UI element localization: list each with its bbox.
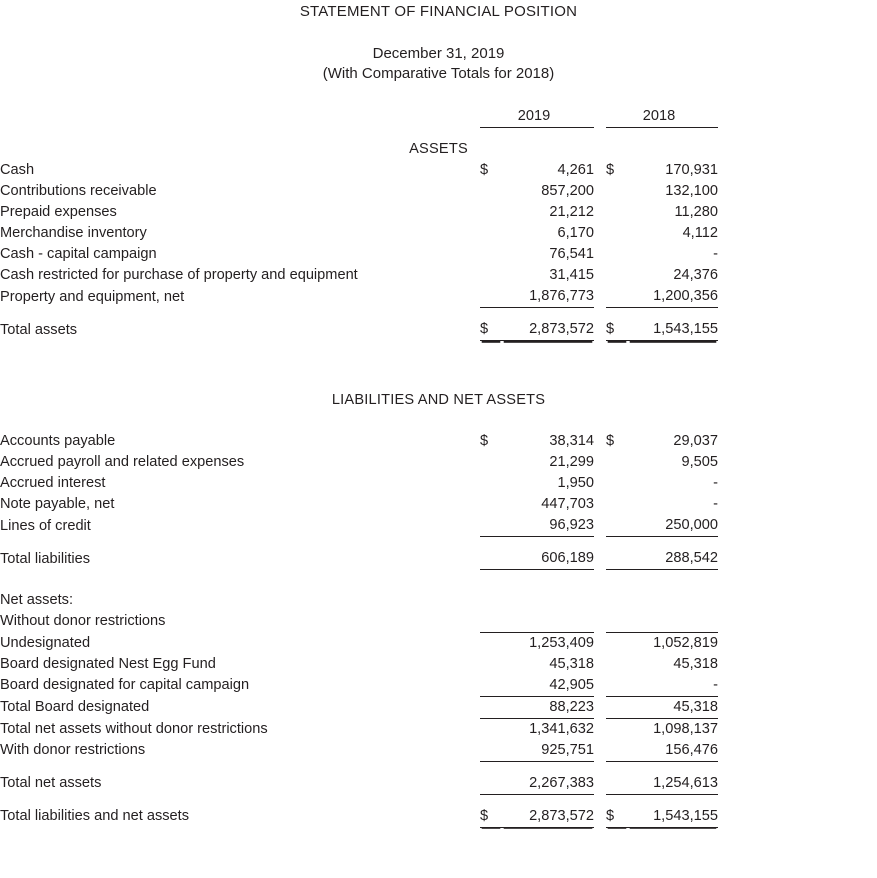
currency-symbol-2018 [606,202,628,223]
table-row [0,160,877,181]
value-2018: 45,318 [628,696,718,718]
spacer-cell [470,265,480,286]
row-label: Board designated for capital campaign [0,677,250,693]
spacer-cell [502,611,594,632]
currency-symbol-2018 [606,548,628,570]
spacer-row [0,794,877,806]
spacer-cell [470,452,480,473]
column-header-2019: 2019 [480,106,594,128]
spacer-cell [470,431,480,452]
row-label: Accrued payroll and related expenses [0,454,245,470]
currency-symbol-2019 [480,286,502,308]
value-2019: 88,223 [502,696,594,718]
spacer-cell [470,494,480,515]
spacer-cell [470,718,480,740]
value-2018: 24,376 [673,267,718,283]
spacer-cell [718,806,877,828]
currency-symbol-2019: $ [480,319,502,341]
value-2018: - [713,475,718,491]
total-board-designated-row [0,696,877,718]
spacer-cell [594,202,606,223]
spacer-cell [594,548,606,570]
table-row [0,494,877,515]
statement-date: December 31, 2019 [372,45,505,62]
value-2018: 1,543,155 [628,319,718,341]
table-row [0,675,877,697]
document-header [0,0,877,84]
value-2018: 1,543,155 [628,806,718,828]
liabilities-caption-row [0,390,877,411]
spacer-cell [628,611,718,632]
spacer-cell [718,223,877,244]
comparative-note: (With Comparative Totals for 2018) [322,65,555,82]
spacer-cell [718,773,877,795]
spacer-cell [470,202,480,223]
table-row [0,286,877,308]
currency-symbol-2019 [480,223,502,244]
spacer-cell [470,590,480,611]
spacer-cell [470,106,480,128]
spacer-cell [718,106,877,128]
spacer-cell [470,160,480,181]
value-2019: 1,876,773 [502,286,594,308]
financial-position-table [0,106,877,828]
spacer-cell [628,590,718,611]
spacer-cell [718,696,877,718]
spacer-cell [502,590,594,611]
value-2018: - [628,675,718,697]
value-2019: 31,415 [549,267,594,283]
table-row [0,515,877,537]
currency-symbol-2019: $ [480,162,489,178]
spacer-cell [718,654,877,675]
spacer-cell [718,548,877,570]
assets-caption-row [0,139,877,160]
spacer-cell [470,223,480,244]
spacer-cell [594,654,606,675]
value-2019: 38,314 [549,433,594,449]
row-label: Note payable, net [0,496,115,512]
currency-symbol-2019: $ [480,433,489,449]
spacer-cell [718,431,877,452]
value-2019: 6,170 [557,225,594,241]
row-label: Merchandise inventory [0,225,147,241]
column-header-2018: 2018 [606,106,718,128]
currency-symbol-2018: $ [606,806,628,828]
spacer-cell [718,740,877,762]
row-label: Board designated Nest Egg Fund [0,655,216,672]
value-2018: 250,000 [628,515,718,537]
value-2019: 45,318 [549,655,594,672]
value-2019: 4,261 [557,162,594,178]
page-title: STATEMENT OF FINANCIAL POSITION [299,3,578,20]
spacer-cell [718,590,877,611]
table-row [0,632,877,654]
spacer-cell [594,160,606,181]
spacer-cell [594,773,606,795]
spacer-cell [594,675,606,697]
spacer-cell [594,696,606,718]
spacer-cell [718,202,877,223]
currency-symbol-2019 [480,244,502,265]
currency-symbol-2018 [606,718,628,740]
currency-symbol-2018: $ [606,433,615,449]
spacer-cell [470,515,480,537]
row-label: Total assets [0,321,78,338]
currency-symbol-2019 [480,632,502,654]
spacer-cell [594,265,606,286]
currency-symbol-2019 [480,265,502,286]
table-row [0,202,877,223]
with-donor-restrictions-row [0,740,877,762]
value-2019: 1,341,632 [529,720,594,737]
spacer-cell [718,265,877,286]
spacer-cell [718,473,877,494]
spacer-cell [718,611,877,632]
spacer-cell [594,611,606,632]
table-row [0,244,877,265]
currency-symbol-2018 [606,740,628,762]
value-2019: 1,253,409 [502,632,594,654]
value-2019: 2,873,572 [502,806,594,828]
spacer-cell [594,431,606,452]
currency-symbol-2018 [606,223,628,244]
spacer-cell [606,590,628,611]
value-2018: 4,112 [682,225,718,241]
currency-symbol-2018 [606,515,628,537]
spacer-cell [594,223,606,244]
row-label: Accounts payable [0,433,116,449]
currency-symbol-2018 [606,473,628,494]
currency-symbol-2019 [480,740,502,762]
column-header-row [0,106,877,128]
total-net-assets-row [0,773,877,795]
row-label: Property and equipment, net [0,288,185,305]
currency-symbol-2019 [480,452,502,473]
grand-total-row [0,806,877,828]
table-row [0,654,877,675]
currency-symbol-2018 [606,244,628,265]
spacer-cell [594,740,606,762]
currency-symbol-2019 [480,202,502,223]
spacer-cell [470,654,480,675]
currency-symbol-2019 [480,548,502,570]
currency-symbol-2018 [606,654,628,675]
value-2019: 2,873,572 [502,319,594,341]
spacer-row [0,370,877,390]
value-2019: 2,267,383 [502,773,594,795]
value-2018: 1,098,137 [653,720,718,737]
spacer-cell [594,632,606,654]
value-2019: 21,299 [549,454,594,470]
row-label: Total net assets [0,775,102,791]
row-label: Prepaid expenses [0,204,117,220]
row-label: Cash - capital campaign [0,246,157,262]
spacer-cell [594,494,606,515]
spacer-row [0,341,877,371]
spacer-cell [480,611,502,632]
spacer-cell [470,548,480,570]
value-2018: 11,280 [674,204,718,220]
spacer-cell [606,611,628,632]
spacer-row [0,128,877,140]
value-2019: 447,703 [541,496,594,512]
value-2019: 606,189 [502,548,594,570]
value-2018: - [713,496,718,512]
table-row [0,431,877,452]
table-row [0,473,877,494]
spacer-cell [718,286,877,308]
net-assets-heading: Net assets: [0,592,73,608]
spacer-cell [594,515,606,537]
spacer-cell [718,160,877,181]
spacer-cell [0,106,470,128]
spacer-cell [718,515,877,537]
spacer-cell [718,718,877,740]
value-2018: 132,100 [665,183,718,199]
spacer-cell [470,473,480,494]
value-2018: - [713,246,718,262]
spacer-cell [594,106,606,128]
currency-symbol-2018 [606,265,628,286]
currency-symbol-2018: $ [606,162,615,178]
currency-symbol-2018 [606,181,628,202]
spacer-cell [594,181,606,202]
table-row [0,223,877,244]
row-label: Contributions receivable [0,183,157,199]
value-2019: 857,200 [541,183,594,199]
spacer-cell [718,244,877,265]
currency-symbol-2018 [606,696,628,718]
row-label: Accrued interest [0,475,106,491]
value-2018: 1,200,356 [628,286,718,308]
currency-symbol-2019 [480,773,502,795]
value-2019: 925,751 [502,740,594,762]
row-label: Total liabilities and net assets [0,808,190,824]
value-2018: 45,318 [673,655,718,672]
spacer-row [0,411,877,431]
spacer-cell [594,452,606,473]
currency-symbol-2019 [480,494,502,515]
spacer-cell [718,319,877,341]
spacer-row [0,537,877,549]
spacer-cell [594,286,606,308]
spacer-cell [470,740,480,762]
currency-symbol-2018 [606,494,628,515]
spacer-cell [718,632,877,654]
total-liabilities-row [0,548,877,570]
value-2018: 156,476 [628,740,718,762]
spacer-row [0,308,877,320]
spacer-cell [594,473,606,494]
spacer-cell [470,806,480,828]
spacer-cell [470,675,480,697]
currency-symbol-2019 [480,473,502,494]
liabilities-caption: LIABILITIES AND NET ASSETS [331,392,546,408]
value-2018: 9,505 [681,454,718,470]
value-2019: 1,950 [557,475,594,491]
row-label: Total liabilities [0,550,91,567]
spacer-cell [470,773,480,795]
value-2018: 1,254,613 [628,773,718,795]
total-without-donor-restrictions-row [0,718,877,740]
spacer-row [0,570,877,591]
row-label: Lines of credit [0,517,91,534]
value-2019: 21,212 [549,204,594,220]
value-2019: 42,905 [502,675,594,697]
spacer-cell [470,611,480,632]
value-2018: 1,052,819 [628,632,718,654]
spacer-cell [470,319,480,341]
row-label: Cash [0,162,35,178]
spacer-cell [594,806,606,828]
spacer-row [0,761,877,773]
value-2018: 29,037 [673,433,718,449]
spacer-cell [594,319,606,341]
spacer-cell [480,590,502,611]
row-label: Without donor restrictions [0,613,166,629]
spacer-cell [718,494,877,515]
row-label: Total Board designated [0,699,150,715]
currency-symbol-2019: $ [480,806,502,828]
currency-symbol-2018 [606,632,628,654]
net-assets-heading-row [0,590,877,611]
currency-symbol-2018 [606,675,628,697]
spacer-cell [718,675,877,697]
currency-symbol-2018 [606,286,628,308]
value-2018: 288,542 [628,548,718,570]
currency-symbol-2019 [480,515,502,537]
currency-symbol-2018 [606,452,628,473]
spacer-cell [470,244,480,265]
total-assets-row [0,319,877,341]
spacer-cell [718,452,877,473]
spacer-cell [470,632,480,654]
currency-symbol-2019 [480,675,502,697]
currency-symbol-2018: $ [606,319,628,341]
without-donor-restrictions-row [0,611,877,632]
spacer-cell [470,286,480,308]
row-label: Undesignated [0,634,91,651]
table-row [0,265,877,286]
spacer-cell [594,718,606,740]
row-label: Cash restricted for purchase of property and equipment [0,267,358,283]
currency-symbol-2019 [480,696,502,718]
row-label: Total net assets without donor restrictions [0,720,268,737]
assets-caption: ASSETS [409,141,468,157]
currency-symbol-2019 [480,181,502,202]
value-2018: 170,931 [665,162,718,178]
value-2019: 76,541 [549,246,594,262]
currency-symbol-2018 [606,773,628,795]
currency-symbol-2019 [480,718,502,740]
value-2019: 96,923 [502,515,594,537]
currency-symbol-2019 [480,654,502,675]
table-row [0,181,877,202]
spacer-cell [470,181,480,202]
spacer-cell [594,590,606,611]
row-label: With donor restrictions [0,742,146,758]
table-row [0,452,877,473]
spacer-cell [470,696,480,718]
spacer-cell [594,244,606,265]
spacer-cell [718,181,877,202]
